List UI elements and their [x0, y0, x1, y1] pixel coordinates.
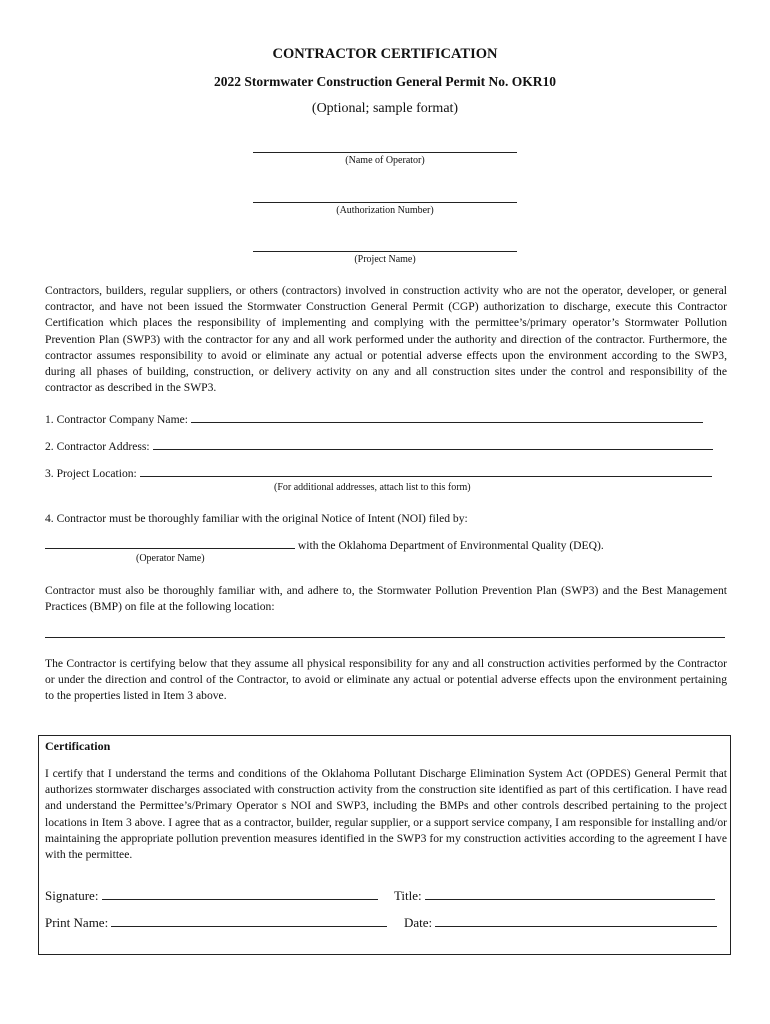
print-name-row: [45, 913, 717, 931]
certification-text: I certify that I understand the terms and conditions of the Oklahoma Pollutant Discharge Elimination System Act (OPDES) General Permit that authorizes stormwater discharges associated with construction activity from the construction site identified as part of this certification. I have read and understand the Permittee’s/Primary Operator s NOI and SWP3, including the BMPs and other controls described pertaining to the project locations in Item 3 above. I agree that as a contractor, builder, regular supplier, or a support service company, I am responsible for installing and/or maintaining the appropriate pollution prevention measures identified in the SWP3 for my construction activities according to the agreement I have with the permittee.: [45, 767, 727, 862]
print-name-field[interactable]: [111, 913, 387, 927]
title-label: Title:: [393, 888, 422, 903]
swp3-location-field[interactable]: [45, 637, 725, 638]
intro-paragraph: Contractors, builders, regular suppliers, or others (contractors) involved in construction activity who are not the operator, developer, or general contractor, and have not been issued the Stormwater Construction General Permit (CGP) authorization to discharge, execute this Contractor Certification which places the responsibility of implementing and complying with the permittee’s/primary operator’s Stormwater Pollution Prevention Plan (SWP3) with the contractor for any and all work performed under the authority and direction of the contractor. Furthermore, the contractor assumes responsibility to avoid or eliminate any actual or potential adverse effects upon the environment according to the SWP3, during all phases of building, construction, or delivery activity on any and all construction sites under the control and responsibility of the contractor as described in the SWP3.: [45, 284, 727, 395]
contractor-address-label: 2. Contractor Address:: [45, 440, 150, 453]
company-name-row: [45, 411, 725, 426]
project-location-row: [45, 465, 725, 480]
certification-heading: Certification: [45, 739, 111, 753]
date-label: Date:: [403, 915, 433, 930]
title-field[interactable]: [425, 886, 715, 900]
signature-label: Signature:: [45, 888, 99, 903]
swp3-paragraph: Contractor must also be thoroughly familiar with, and adhere to, the Stormwater Pollution Prevention Plan (SWP3) and the Best Management Practices (BMP) on file at the following location:: [45, 584, 727, 614]
authorization-number-field[interactable]: [253, 202, 517, 203]
operator-name-caption-2: (Operator Name): [136, 553, 205, 564]
project-name-field[interactable]: [253, 251, 517, 252]
project-location-field[interactable]: [140, 465, 712, 477]
deq-text: with the Oklahoma Department of Environmental Quality (DEQ).: [297, 539, 604, 552]
print-name-label: Print Name:: [45, 915, 109, 930]
operator-name-caption: (Name of Operator): [345, 155, 425, 166]
form-subtitle: 2022 Stormwater Construction General Permit No. OKR10: [213, 74, 557, 89]
responsibility-paragraph: The Contractor is certifying below that they assume all physical responsibility for any and all construction activities performed by the Contractor or under the direction and control of the Contractor, to avoid or eliminate any actual or potential adverse effects upon the environment pertaining to the properties listed in Item 3 above.: [45, 657, 727, 703]
project-location-label: 3. Project Location:: [45, 467, 137, 480]
company-name-field[interactable]: [191, 411, 703, 423]
signature-row: [45, 886, 715, 904]
signature-field[interactable]: [102, 886, 378, 900]
company-name-label: 1. Contractor Company Name:: [45, 413, 188, 426]
contractor-address-field[interactable]: [153, 438, 713, 450]
date-field[interactable]: [435, 913, 717, 927]
noi-label: 4. Contractor must be thoroughly familiar with the original Notice of Intent (NOI) filed by:: [45, 512, 468, 525]
authorization-number-caption: (Authorization Number): [336, 205, 434, 216]
operator-name-field[interactable]: [253, 152, 517, 153]
form-title: CONTRACTOR CERTIFICATION: [272, 46, 498, 62]
location-note: (For additional addresses, attach list to this form): [274, 482, 471, 493]
contractor-address-row: [45, 438, 725, 453]
optional-note: (Optional; sample format): [311, 101, 459, 116]
project-name-caption: (Project Name): [354, 254, 416, 265]
noi-operator-row: [45, 537, 725, 552]
noi-operator-field[interactable]: [45, 537, 295, 549]
